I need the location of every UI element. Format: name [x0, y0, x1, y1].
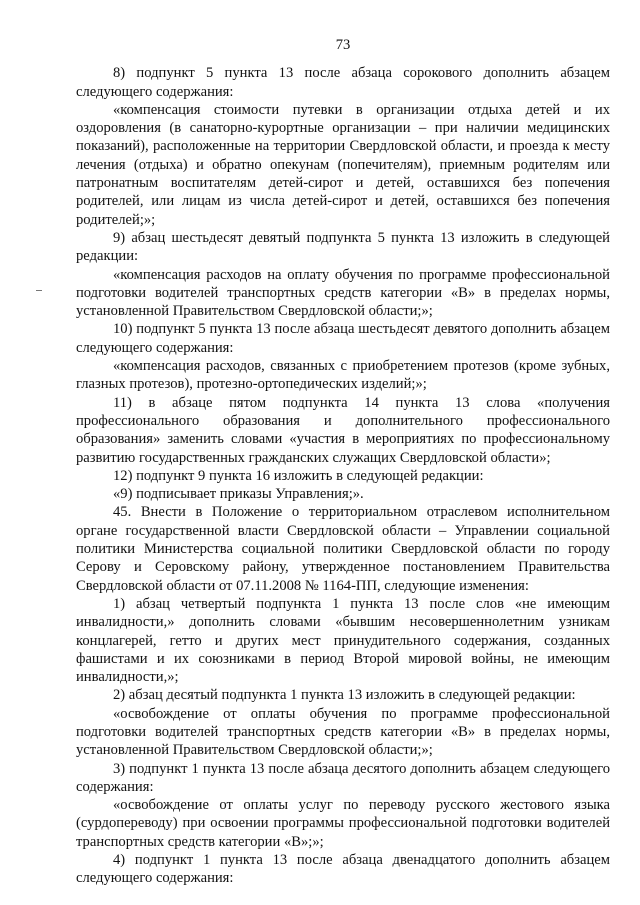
margin-mark: [36, 290, 42, 291]
paragraph: «освобождение от оплаты услуг по переводу русского жестового языка (сурдопереводу) при освоении программы профессиональной подготовки водителей транспортных средств категории «B»;»;: [76, 797, 610, 850]
paragraph: 9) абзац шестьдесят девятый подпункта 5 пункта 13 изложить в следующей редакции:: [76, 229, 610, 265]
paragraph: «компенсация стоимости путевки в организации отдыха детей и их оздоровления (в санаторно-курортные организации – при наличии медицинских показаний), расположенные на территории Свердловской области, и проезда к месту лечения (отдыха) и обратно опекунам (попечителям), приемным родителям или патронатным воспитателям детей-сирот и детей, оставшихся без попечения родителей, или лицам из числа детей-сирот и детей, оставшихся без попечения родителей;»;: [76, 101, 610, 228]
paragraph: «освобождение от оплаты обучения по программе профессиональной подготовки водителей транспортных средств категории «B» в пределах нормы, установленной Правительством Свердловской области;»;: [76, 705, 610, 759]
paragraph: 8) подпункт 5 пункта 13 после абзаца сорокового дополнить абзацем следующего содержания:: [76, 65, 610, 100]
paragraph: 3) подпункт 1 пункта 13 после абзаца десятого дополнить абзацем следующего содержания:: [76, 760, 610, 795]
paragraph: 11) в абзаце пятом подпункта 14 пункта 13 слова «получения профессионального образования и дополнительного профессионального образования» заменить словами «участия в мероприятиях по профессиональному развитию государственных гражданских служащих Свердловской области»;: [76, 394, 610, 466]
paragraph: «9) подписывает приказы Управления;».: [113, 486, 364, 503]
paragraph: 12) подпункт 9 пункта 16 изложить в следующей редакции:: [113, 467, 484, 484]
paragraph: 2) абзац десятый подпункта 1 пункта 13 изложить в следующей редакции:: [113, 687, 576, 704]
page-number: 73: [335, 37, 351, 53]
paragraph: 45. Внести в Положение о территориальном отраслевом исполнительном органе государственной власти Свердловской области – Управлении социальной политики Министерства социальной политики Свердловской области по городу Серову и Серовскому району, утвержденное постановлением Правительства Свердловской области от 07.11.2008 № 1164-ПП, следующие изменения:: [76, 504, 610, 594]
paragraph: 1) абзац четвертый подпункта 1 пункта 13 после слов «не имеющим инвалидности,» дополнить словами «бывшим несовершеннолетним узникам концлагерей, гетто и других мест принудительного содержания, созданных фашистами и их союзниками в период Второй мировой войны, не имеющим инвалидности,»;: [76, 595, 610, 686]
paragraph: 4) подпункт 1 пункта 13 после абзаца двенадцатого дополнить абзацем следующего содержания:: [76, 852, 610, 887]
paragraph: «компенсация расходов, связанных с приобретением протезов (кроме зубных, глазных протезов), протезно-ортопедических изделий;»;: [76, 358, 610, 393]
paragraph: «компенсация расходов на оплату обучения по программе профессиональной подготовки водителей транспортных средств категории «B» в пределах нормы, установленной Правительством Свердловской области;»;: [76, 266, 610, 320]
paragraph: 10) подпункт 5 пункта 13 после абзаца шестьдесят девятого дополнить абзацем следующего содержания:: [76, 321, 610, 356]
document-page: [76, 36, 610, 888]
